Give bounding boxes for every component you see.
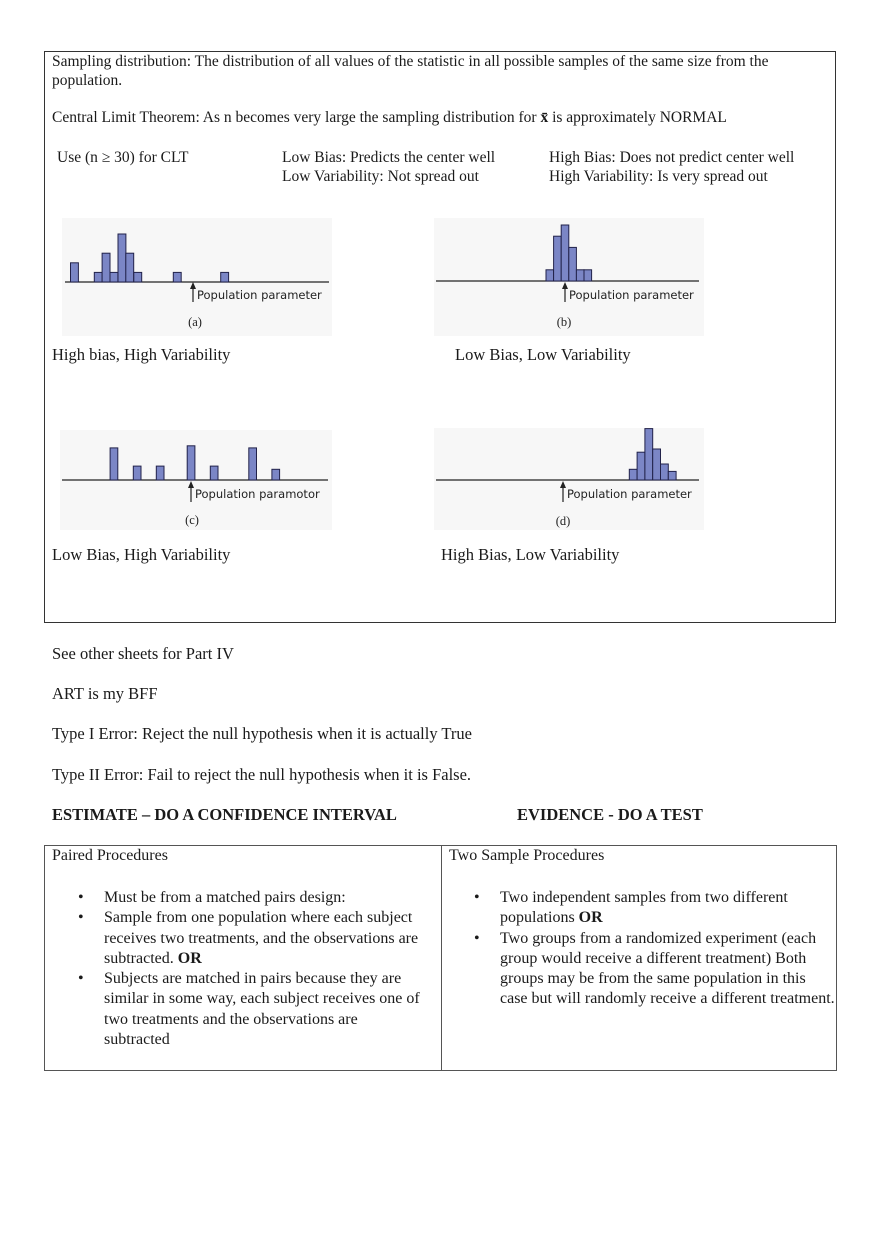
figure-b-pointer-label: Population parameter	[569, 288, 694, 302]
figure-a	[62, 218, 332, 336]
paired-item	[78, 969, 424, 1050]
histogram-bar-a-5	[118, 234, 126, 282]
figure-c-chart	[60, 430, 332, 530]
figure-b	[434, 218, 704, 336]
figure-b-chart	[434, 218, 704, 336]
high-bias-rule: High Bias: Does not predict center well	[549, 149, 795, 166]
estimate-heading: ESTIMATE – DO A CONFIDENCE INTERVAL	[52, 805, 397, 824]
figure-c-pointer-label: Population paramotor	[195, 487, 320, 501]
two-sample-procedures-list	[474, 888, 835, 1010]
histogram-bar-b-5	[576, 270, 584, 281]
evidence-heading: EVIDENCE - DO A TEST	[517, 805, 703, 824]
paired-item	[78, 888, 424, 908]
x-bar-symbol: x̄	[540, 109, 549, 126]
low-variability-rule: Low Variability: Not spread out	[282, 168, 479, 185]
clt-statement	[52, 109, 727, 127]
two-sample-procedures-title: Two Sample Procedures	[449, 847, 605, 864]
figure-d-caption: High Bias, Low Variability	[441, 545, 620, 564]
bullet-icon: •	[78, 889, 84, 906]
bullet-icon: •	[78, 909, 84, 927]
histogram-bar-d-2	[637, 452, 645, 480]
histogram-bar-a-3	[102, 253, 110, 282]
sampling-distribution-box	[44, 51, 836, 623]
high-variability-rule: High Variability: Is very spread out	[549, 168, 768, 185]
histogram-bar-a-9	[221, 272, 229, 282]
figure-c	[60, 430, 332, 530]
two-sample-item	[474, 888, 835, 929]
histogram-bar-b-6	[584, 270, 592, 281]
histogram-bar-a-2	[94, 272, 102, 282]
two-sample-item-text: Two groups from a randomized experiment (each group would receive a different treatment) Both groups may be from the same population in this case but will randomly receive a different treatment.	[500, 929, 835, 1008]
histogram-bar-d-5	[661, 464, 669, 480]
paired-item-text: Must be from a matched pairs design:	[104, 889, 346, 906]
figure-b-label: (b)	[556, 315, 572, 329]
histogram-bar-a-6	[126, 253, 134, 282]
paired-procedures-title: Paired Procedures	[52, 847, 168, 864]
figure-d-pointer-label: Population parameter	[567, 487, 692, 501]
histogram-bar-a-7	[134, 272, 142, 282]
histogram-bar-b-3	[561, 225, 569, 281]
clt-suffix: is approximately NORMAL	[552, 109, 727, 126]
figure-d-label: (d)	[555, 514, 571, 528]
paired-item	[78, 908, 424, 969]
histogram-bar-d-1	[629, 469, 637, 480]
paired-item-text: Sample from one population where each subject receives two treatments, and the observations are subtracted.	[104, 909, 419, 967]
histogram-bar-d-3	[645, 429, 653, 480]
bullet-icon: •	[78, 970, 84, 988]
low-bias-rule: Low Bias: Predicts the center well	[282, 149, 496, 166]
bullet-icon: •	[474, 889, 480, 906]
histogram-bar-c-4	[187, 446, 195, 480]
histogram-bar-c-3	[156, 466, 164, 480]
figure-a-pointer-label: Population parameter	[197, 288, 322, 302]
histogram-bar-c-6	[249, 448, 257, 480]
type-two-error: Type II Error: Fail to reject the null hypothesis when it is False.	[52, 765, 472, 784]
clt-prefix: Central Limit Theorem: As n becomes very large the sampling distribution for	[52, 109, 537, 126]
figure-c-caption: Low Bias, High Variability	[52, 545, 231, 564]
histogram-bar-b-4	[569, 247, 577, 281]
histogram-bar-b-1	[546, 270, 554, 281]
two-sample-procedures-cell	[442, 846, 836, 1070]
two-sample-item-or: OR	[578, 909, 603, 927]
figure-b-caption: Low Bias, Low Variability	[455, 345, 631, 364]
type-one-error: Type I Error: Reject the null hypothesis when it is actually True	[52, 724, 472, 743]
figure-d-chart	[434, 428, 704, 530]
art-note: ART is my BFF	[52, 684, 158, 703]
histogram-bar-c-5	[210, 466, 218, 480]
sampling-distribution-definition-cont: population.	[52, 72, 123, 89]
two-sample-item-text: Two independent samples from two different populations	[500, 889, 788, 927]
histogram-bar-c-1	[110, 448, 118, 480]
histogram-bar-c-7	[272, 469, 280, 480]
histogram-bar-c-2	[133, 466, 141, 480]
figure-a-label: (a)	[188, 315, 202, 329]
paired-item-or: OR	[177, 949, 202, 967]
histogram-bar-a-8	[173, 272, 181, 282]
two-sample-item	[474, 929, 835, 1010]
figure-a-chart	[62, 218, 332, 336]
histogram-bar-a-1	[71, 263, 79, 282]
part-four-note: See other sheets for Part IV	[52, 644, 234, 663]
clt-use-rule: Use (n ≥ 30) for CLT	[57, 149, 189, 166]
figure-a-caption: High bias, High Variability	[52, 345, 231, 364]
figure-c-label: (c)	[185, 513, 199, 527]
histogram-bar-d-6	[668, 471, 676, 480]
paired-item-text: Subjects are matched in pairs because they are similar in some way, each subject receives one of two treatments and the observations are subtracted	[104, 970, 420, 1049]
histogram-bar-b-2	[554, 236, 562, 281]
histogram-bar-d-4	[653, 449, 661, 480]
sampling-distribution-definition: Sampling distribution: The distribution of all values of the statistic in all possible samples of the same size from the	[52, 53, 769, 70]
procedures-table	[44, 845, 837, 1071]
paired-procedures-list	[78, 888, 424, 1050]
histogram-bar-a-4	[110, 272, 118, 282]
figure-d	[434, 428, 704, 530]
paired-procedures-cell	[45, 846, 442, 1070]
bullet-icon: •	[474, 929, 480, 947]
